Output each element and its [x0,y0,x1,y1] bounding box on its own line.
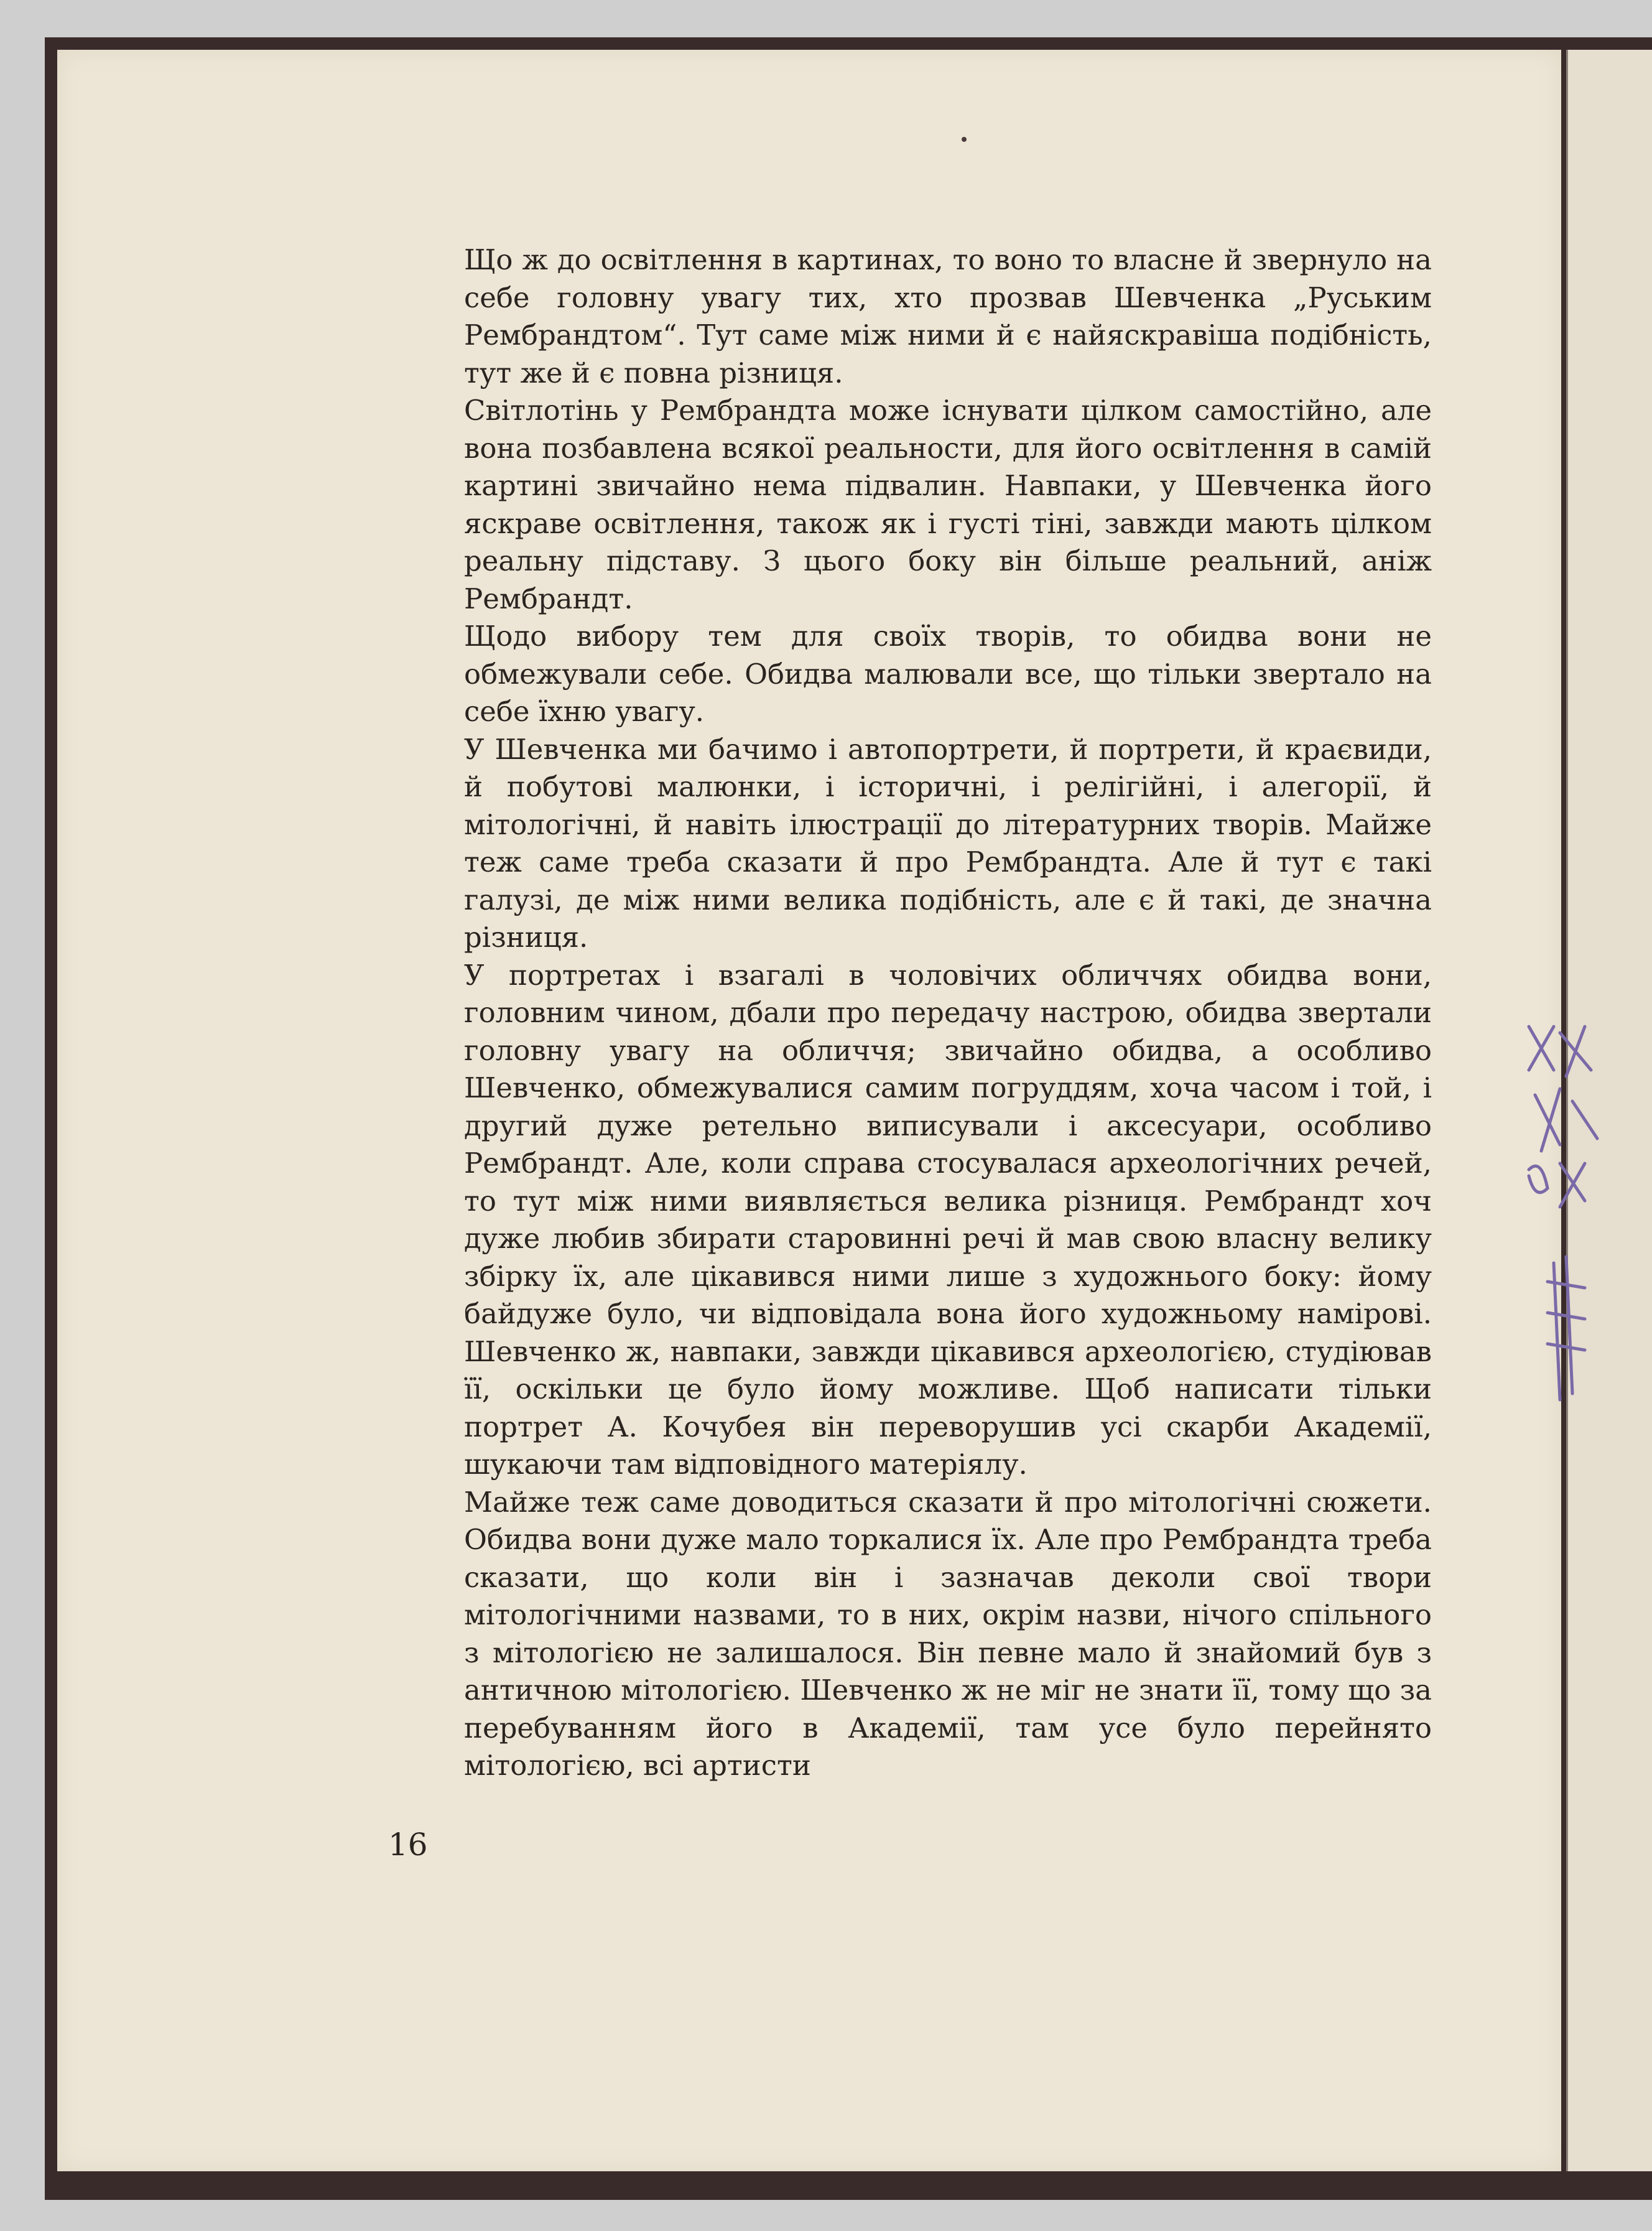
page-speck [962,137,967,142]
paragraph: У Шевченка ми бачимо і автопортрети, й портрети, й краєвиди, й побутові малюнки, і історичні, і релігійні, і алегорії, й мітологічні, й навіть ілюстрації до літературних творів. Майже теж саме треба сказати й про Рембрандта. Але й тут є такі галузі, де між ними велика подібність, але є й такі, де значна різниця. [464,732,1432,954]
page-number: 16 [388,1827,428,1863]
paragraph: Щодо вибору тем для своїх творів, то обидва вони не обмежували себе. Обидва малювали все, що тільки звертало на себе їхню увагу. [464,620,1432,728]
paragraph: Світлотінь у Рембрандта може існувати цілком самостійно, але вона позбавлена всякої реальности, для його освітлення в самій картині звичайно нема підвалин. Навпаки, у Шевченка його яскраве освітлення, також як і густі тіні, завжди мають цілком реальну підставу. З цього боку він більше реальний, аніж Рембрандт. [464,394,1432,615]
paragraph: У портретах і взагалі в чоловічих обличчях обидва вони, головним чином, дбали про передачу настрою, обидва звертали головну увагу на обличчя; звичайно обидва, а особливо Шевченко, обмежувалися самим погруддям, хоча часом і той, і другий дуже ретельно виписували і аксесуари, особливо Рембрандт. Але, коли справа стосувалася археологічних речей, то тут між ними виявляється велика різниця. Рембрандт хоч дуже любив збирати старовинні речі й мав свою власну велику збірку їх, але цікавився ними лише з художнього боку: йому байдуже було, чи відповідала вона його художньому намірові. Шевченко ж, навпаки, завжди цікавився археологією, студіював її, оскільки це було йому можливе. Щоб написати тільки портрет А. Кочубея він переворушив усі скарби Академії, шукаючи там відповідного матеріялу. [464,958,1432,1481]
body-text [464,241,1432,1785]
pencil-margin-mark-icon [1516,1014,1616,1406]
paragraph: Майже теж саме доводиться сказати й про мітологічні сюжети. Обидва вони дуже мало торкалися їх. Але про Рембрандта треба сказати, що коли він і зазначав деколи свої твори мітологічними назвами, то в них, окрім назви, нічого спільного з мітологією не залишалося. Він певне мало й знайомий був з античною мітологією. Шевченко ж не міг не знати її, тому що за перебуванням його в Академії, там усе було перейнято мітологією, всі артисти [464,1485,1432,1782]
paragraph: Що ж до освітлення в картинах, то воно то власне й звернуло на себе головну увагу тих, хто прозвав Шевченка „Руським Рембрандтом“. Тут саме між ними й є найяскравіша подібність, тут же й є повна різниця. [464,243,1432,389]
